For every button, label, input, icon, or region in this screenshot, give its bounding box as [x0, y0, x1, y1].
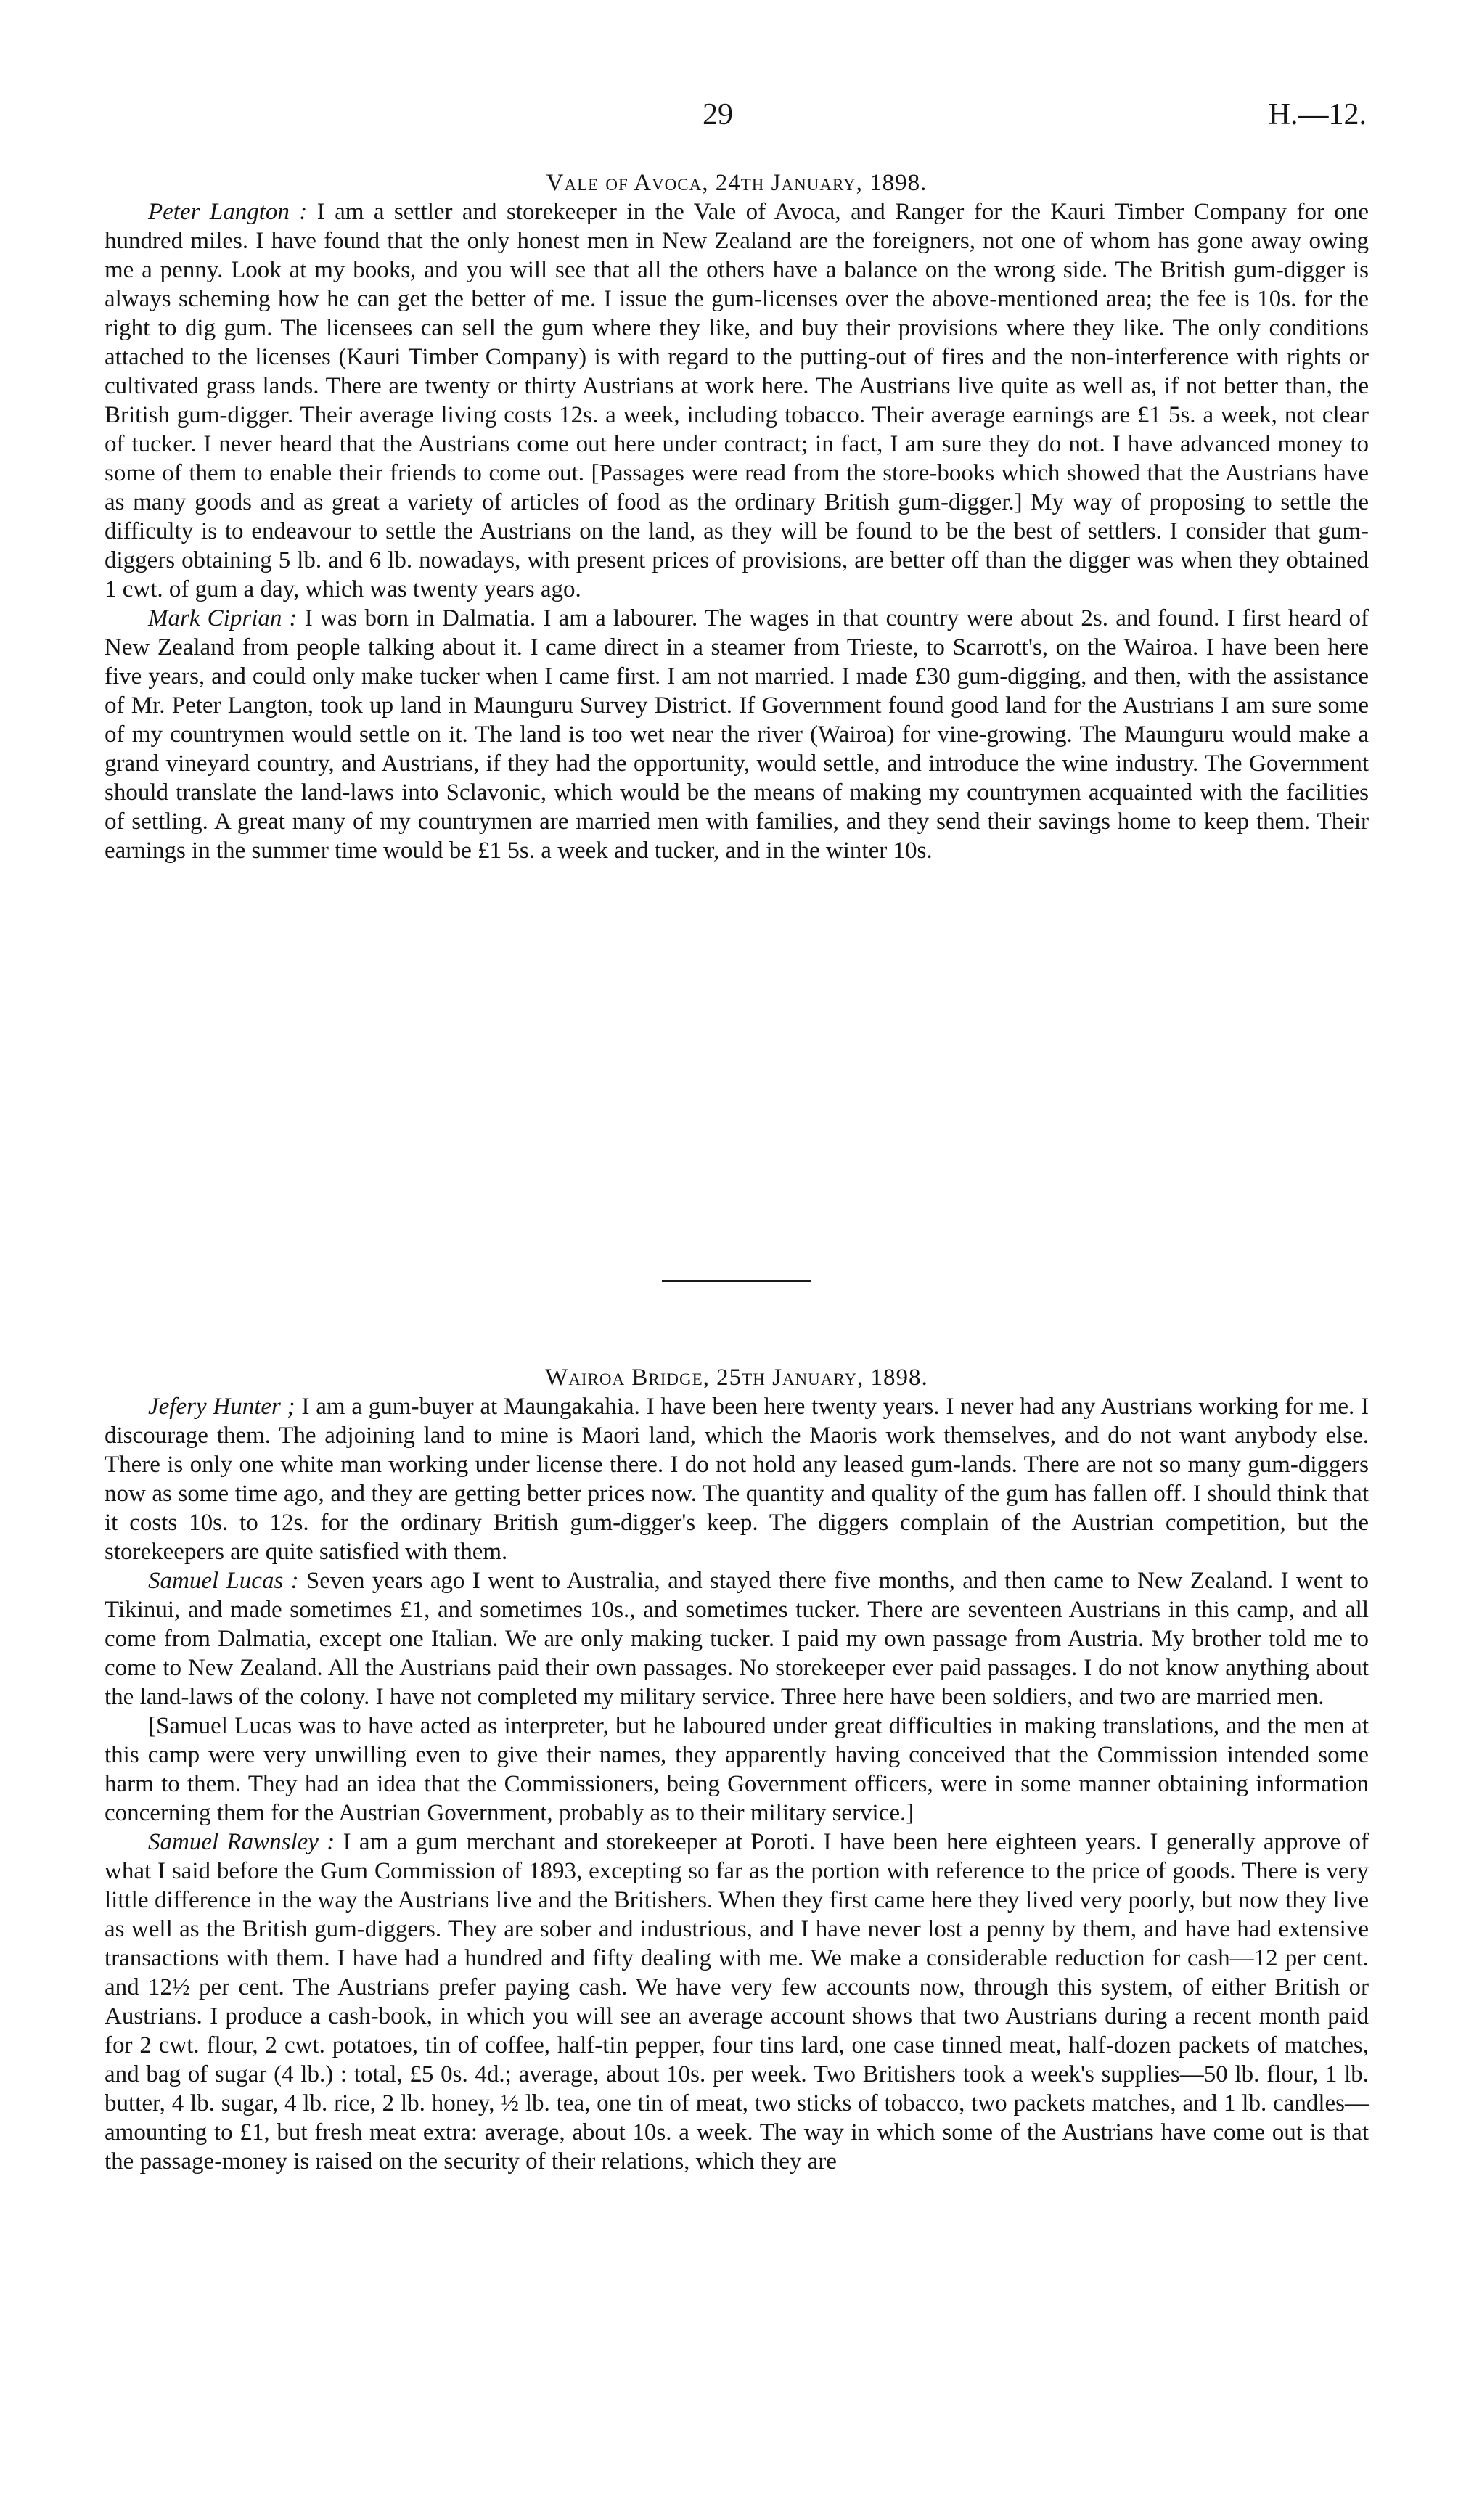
- section-wairoa-bridge: [105, 1363, 1369, 2176]
- testimony-text: I was born in Dalmatia. I am a labourer. The wages in that country were about 2s. and found. I first heard of New Zealand from people talking about it. I came direct in a steamer from Trieste, to Scarrott's, on the Wairoa. I have been here five years, and could only make tucker when I came first. I am not married. I made £30 gum-digging, and then, with the assistance of Mr. Peter Langton, took up land in Maunguru Survey District. If Government found good land for the Austrians I am sure some of my countrymen would settle on it. The land is too wet near the river (Wairoa) for vine-growing. The Maunguru would make a grand vineyard country, and Austrians, if they had the opportunity, would settle, and introduce the wine industry. The Government should translate the land-laws into Sclavonic, which would be the means of making my countrymen acquainted with the facilities of settling. A great many of my countrymen are married men with families, and they send their savings home to keep them. Their earnings in the summer time would be £1 5s. a week and tucker, and in the winter 10s.: [105, 605, 1369, 864]
- testimony-paragraph: [105, 1566, 1369, 1711]
- testimony-paragraph: [105, 1828, 1369, 2176]
- editorial-note-text: [Samuel Lucas was to have acted as interpreter, but he laboured under great difficulties in making translations, and the men at this camp were very unwilling even to give their names, they apparently having conceived that the Commission intended some harm to them. They had an idea that the Commissioners, being Government officers, were in some manner obtaining information concerning them for the Austrian Government, probably as to their military service.]: [105, 1713, 1369, 1826]
- section-body: [105, 197, 1369, 865]
- speaker-name: Samuel Rawnsley :: [148, 1829, 335, 1855]
- page-reference: H.—12.: [1268, 98, 1367, 131]
- testimony-paragraph: [105, 197, 1369, 604]
- testimony-text: I am a gum merchant and storekeeper at Poroti. I have been here eighteen years. I generally approve of what I said before the Gum Commission of 1893, excepting so far as the portion with reference to the price of goods. There is very little difference in the way the Austrians live and the Britishers. When they first came here they lived very poorly, but now they live as well as the British gum-diggers. They are sober and industrious, and I have never lost a penny by them, and have had extensive transactions with them. I have had a hundred and fifty dealing with me. We make a considerable reduction for cash—12 per cent. and 12½ per cent. The Austrians prefer paying cash. We have very few accounts now, through this system, of either British or Austrians. I produce a cash-book, in which you will see an average account shows that two Austrians during a recent month paid for 2 cwt. flour, 2 cwt. potatoes, tin of coffee, half-tin pepper, four tins lard, one case tinned meat, half-dozen packets of matches, and bag of sugar (4 lb.) : total, £5 0s. 4d.; average, about 10s. per week. Two Britishers took a week's supplies—50 lb. flour, 1 lb. butter, 4 lb. sugar, 4 lb. rice, 2 lb. honey, ½ lb. tea, one tin of meat, two sticks of tobacco, two packets matches, and 1 lb. candles—amounting to £1, but fresh meat extra: average, about 10s. a week. The way in which some of the Austrians have come out is that the passage-money is raised on the security of their relations, which they are: [105, 1829, 1369, 2175]
- editorial-note-paragraph: [105, 1711, 1369, 1828]
- testimony-paragraph: [105, 1392, 1369, 1566]
- section-vale-of-avoca: [105, 168, 1369, 865]
- section-divider: [662, 1280, 811, 1282]
- page-number: 29: [703, 98, 733, 131]
- testimony-text: I am a settler and storekeeper in the Vale of Avoca, and Ranger for the Kauri Timber Company for one hundred miles. I have found that the only honest men in New Zealand are the foreigners, not one of whom has gone away owing me a penny. Look at my books, and you will see that all the others have a balance on the wrong side. The British gum-digger is always scheming how he can get the better of me. I issue the gum-licenses over the above-mentioned area; the fee is 10s. for the right to dig gum. The licensees can sell the gum where they like, and buy their provisions where they like. The only conditions attached to the licenses (Kauri Timber Company) is with regard to the putting-out of fires and the non-interference with rights or cultivated grass lands. There are twenty or thirty Austrians at work here. The Austrians live quite as well as, if not better than, the British gum-digger. Their average living costs 12s. a week, including tobacco. Their average earnings are £1 5s. a week, not clear of tucker. I never heard that the Austrians come out here under contract; in fact, I am sure they do not. I have advanced money to some of them to enable their friends to come out. [Passages were read from the store-books which showed that the Austrians have as many goods and as great a variety of articles of food as the ordinary British gum-digger.] My way of proposing to settle the difficulty is to endeavour to settle the Austrians on the land, as they will be found to be the best of settlers. I consider that gum-diggers obtaining 5 lb. and 6 lb. nowadays, with present prices of provisions, are better off than the digger was when they obtained 1 cwt. of gum a day, which was twenty years ago.: [105, 199, 1369, 602]
- section-heading: Wairoa Bridge, 25th January, 1898.: [545, 1365, 928, 1391]
- section-body: [105, 1392, 1369, 2176]
- testimony-text: Seven years ago I went to Australia, and stayed there five months, and then came to New Zealand. I went to Tikinui, and made sometimes £1, and sometimes 10s., and sometimes tucker. There are seventeen Austrians in this camp, and all come from Dalmatia, except one Italian. We are only making tucker. I paid my own passage from Austria. My brother told me to come to New Zealand. All the Austrians paid their own passages. No storekeeper ever paid passages. I do not know anything about the land-laws of the colony. I have not completed my military service. Three here have been soldiers, and two are married men.: [105, 1568, 1369, 1710]
- speaker-name: Jefery Hunter ;: [148, 1394, 295, 1420]
- testimony-text: I am a gum-buyer at Maungakahia. I have been here twenty years. I never had any Austrians working for me. I discourage them. The adjoining land to mine is Maori land, which the Maoris work themselves, and do not want anybody else. There is only one white man working under license there. I do not hold any leased gum-lands. There are not so many gum-diggers now as some time ago, and they are getting better prices now. The quantity and quality of the gum has fallen off. I should think that it costs 10s. to 12s. for the ordinary British gum-digger's keep. The diggers complain of the Austrian competition, but the storekeepers are quite satisfied with them.: [105, 1394, 1369, 1565]
- section-heading: Vale of Avoca, 24th January, 1898.: [546, 170, 928, 196]
- testimony-paragraph: [105, 604, 1369, 865]
- speaker-name: Samuel Lucas :: [148, 1568, 299, 1594]
- speaker-name: Peter Langton :: [148, 199, 308, 225]
- speaker-name: Mark Ciprian :: [148, 605, 298, 631]
